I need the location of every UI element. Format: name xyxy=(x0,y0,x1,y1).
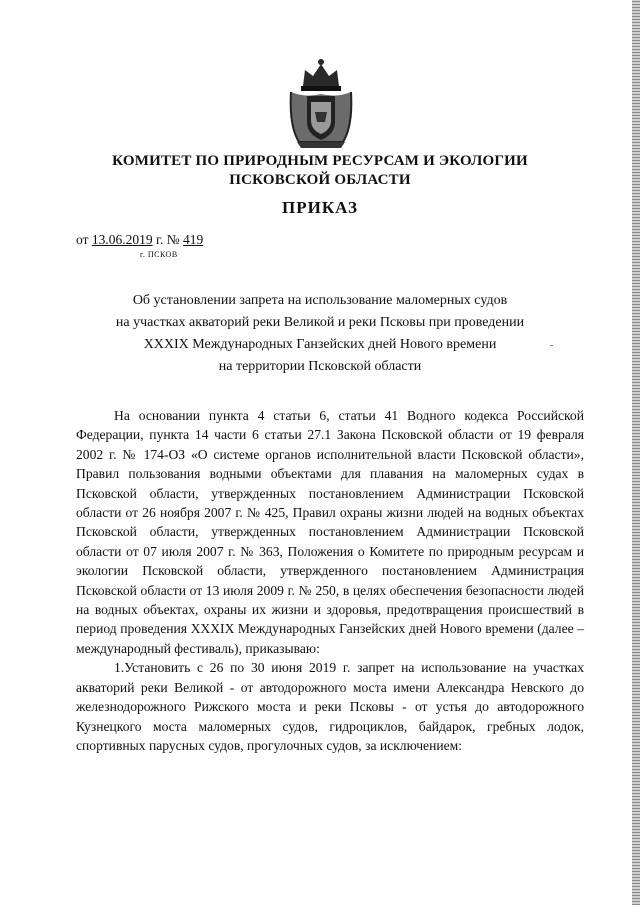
date-number-line xyxy=(76,232,203,248)
document-type: ПРИКАЗ xyxy=(282,198,358,217)
subject-line-1: Об установлении запрета на использование маломерных судов xyxy=(132,293,508,308)
subject-line-2: на участках акваторий реки Великой и реки Псковы при проведении xyxy=(115,315,525,330)
coat-of-arms-icon xyxy=(287,56,355,150)
org-line-1: КОМИТЕТ ПО ПРИРОДНЫМ РЕСУРСАМ И ЭКОЛОГИИ xyxy=(112,153,528,169)
scan-edge xyxy=(632,0,640,905)
paragraph-item-1: 1.Установить с 26 по 30 июня 2019 г. запрет на использование на участках акваторий реки Великой - от автодорожного моста имени Александра Невского до железнодорожного Рижского моста и реки Псковы - от устья до автодорожного Кузнецкого моста маломерных судов, гидроциклов, байдарок, гребных лодок, спортивных парусных судов, прогулочных судов, за исключением: xyxy=(76,660,584,753)
from-label: от xyxy=(76,232,89,247)
subject-line-4: на территории Псковской области xyxy=(218,359,422,374)
organization-name xyxy=(60,152,580,190)
document-number: 419 xyxy=(183,232,204,247)
year-number-label: г. № xyxy=(155,232,180,247)
document-body xyxy=(76,406,584,755)
subject-line-3: XXXIX Международных Ганзейских дней Нового времени xyxy=(143,337,497,352)
city-label: г. ПСКОВ xyxy=(140,250,178,259)
org-line-2: ПСКОВСКОЙ ОБЛАСТИ xyxy=(229,172,411,188)
scan-mark: - xyxy=(550,340,554,351)
paragraph-preamble: На основании пункта 4 статьи 6, статьи 41 Водного кодекса Российской Федерации, пункта 14 части 6 статьи 27.1 Закона Псковской области от 19 февраля 2002 г. № 174-ОЗ «О системе органов исполнительной власти Псковской области», Правил пользования водными объектами для плавания на маломерных судах в Псковской области, утвержденных постановлением Администрации Псковской области от 26 ноября 2007 г. № 425, Правил охраны жизни людей на водных объектах Псковской области, утвержденных постановлением Администрации Псковской области от 07 июля 2007 г. № 363, Положения о Комитете по природным ресурсам и экологии Псковской области, утвержденного постановлением Администрация Псковской области от 13 июля 2009 г. № 250, в целях обеспечения безопасности людей на водных объектах, охраны их жизни и здоровья, предотвращения происшествий в период проведения XXXIX Международных Ганзейских дней Нового времени (далее – международный фестиваль), приказываю: xyxy=(76,408,584,656)
document-date: 13.06.2019 xyxy=(91,232,153,247)
subject-block xyxy=(60,290,580,378)
